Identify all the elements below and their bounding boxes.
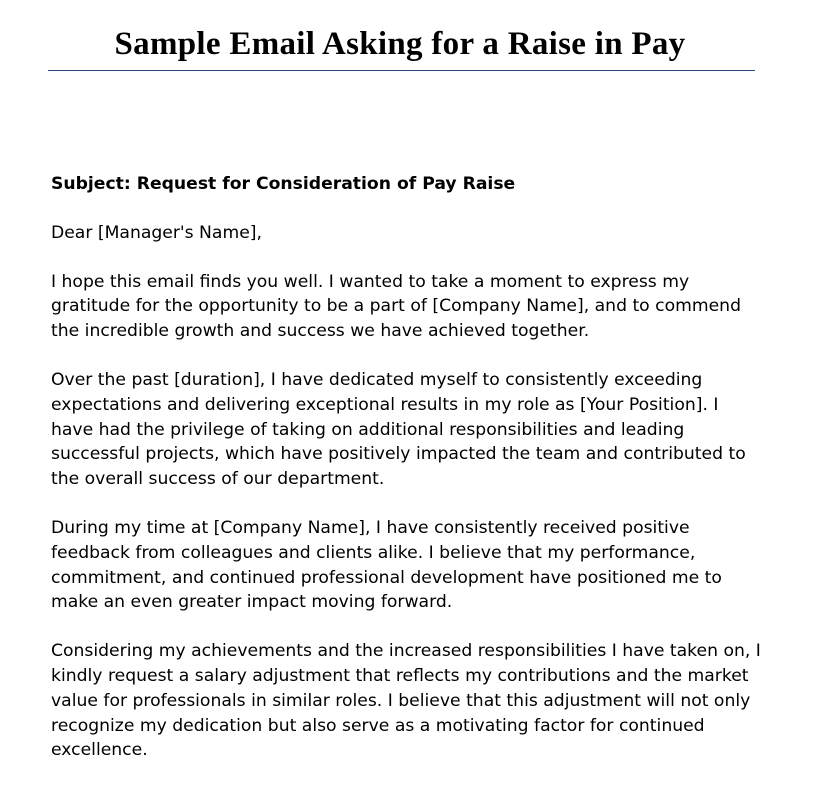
title-divider (48, 70, 755, 71)
email-paragraph-2: Over the past [duration], I have dedicated myself to consistently exceeding expectations and delivering exceptional results in my role as [Your Position]. I have had the privilege of taking on additional responsibilities and leading successful projects, which have positively impacted the team and contributed to the overall success of our department. (51, 369, 746, 490)
email-subject: Subject: Request for Consideration of Pay Raise (51, 174, 516, 194)
email-paragraph-4: Considering my achievements and the increased responsibilities I have taken on, I kindly request a salary adjustment that reflects my contributions and the market value for professionals in similar roles. I believe that this adjustment will not only recognize my dedication but also serve as a motivating factor for continued excellence. (51, 641, 761, 761)
email-paragraph-3: During my time at [Company Name], I have consistently received positive feedback from colleagues and clients alike. I believe that my performance, commitment, and continued professional development have positioned me to make an even greater impact moving forward. (51, 517, 722, 613)
email-paragraph-1: I hope this email finds you well. I wanted to take a moment to express my gratitude for the opportunity to be a part of [Company Name], and to commend the incredible growth and success we have achieved together. (51, 271, 741, 342)
email-greeting: Dear [Manager's Name], (51, 222, 262, 243)
email-body (51, 172, 766, 787)
page-title: Sample Email Asking for a Raise in Pay (114, 26, 686, 62)
